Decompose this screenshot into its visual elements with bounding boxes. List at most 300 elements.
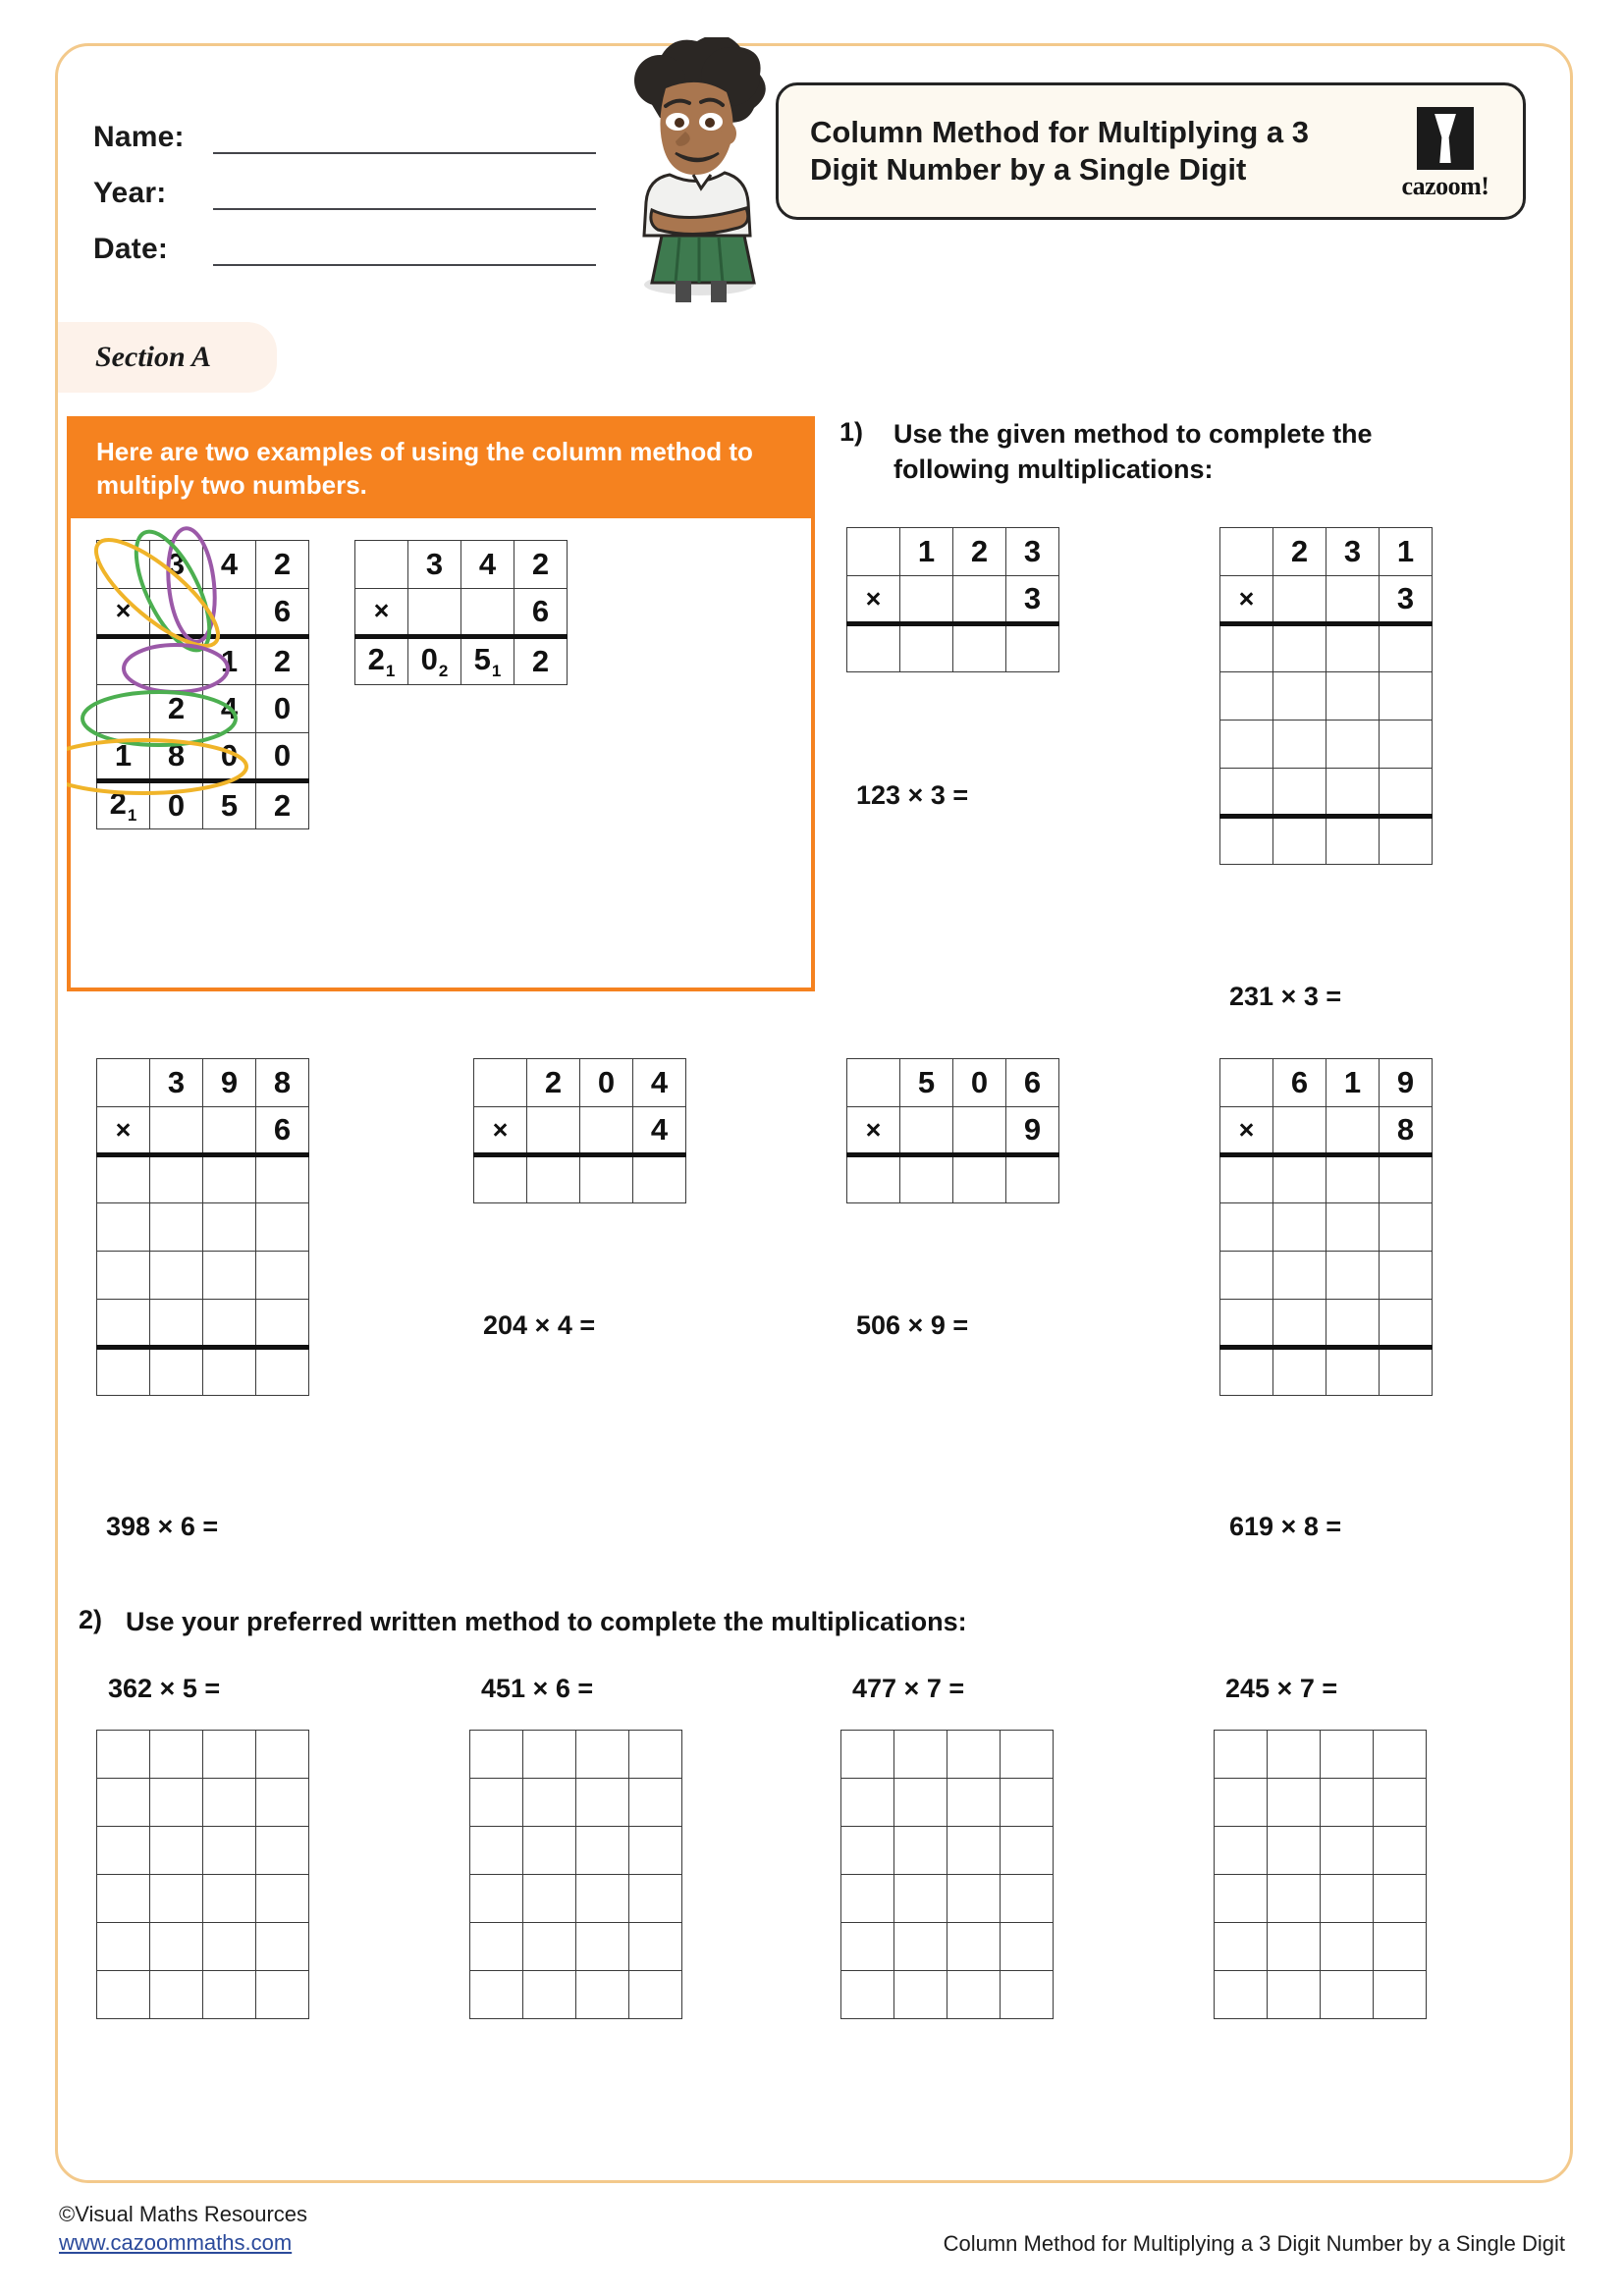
grid-cell-blank[interactable] <box>1273 817 1326 865</box>
q1-grid-5[interactable] <box>846 1058 1059 1203</box>
grid-cell-blank[interactable] <box>150 1203 203 1252</box>
grid-cell-blank[interactable] <box>203 1827 256 1875</box>
grid-cell-blank[interactable] <box>256 1971 309 2019</box>
grid-cell-blank[interactable] <box>203 1971 256 2019</box>
grid-cell-blank[interactable] <box>527 1107 580 1155</box>
grid-cell-blank[interactable] <box>629 1731 682 1779</box>
grid-row <box>1220 528 1433 576</box>
grid-cell-blank[interactable] <box>1220 1252 1273 1300</box>
grid-row <box>1220 1300 1433 1348</box>
grid-cell-blank[interactable] <box>1220 624 1273 672</box>
grid-cell-blank[interactable] <box>1326 769 1380 817</box>
grid-row <box>355 636 568 684</box>
grid-cell-blank[interactable] <box>150 1155 203 1203</box>
grid-cell-blank[interactable] <box>97 1203 150 1252</box>
grid-cell-blank[interactable] <box>150 1875 203 1923</box>
grid-cell-blank[interactable] <box>1273 624 1326 672</box>
grid-cell-blank[interactable] <box>97 1731 150 1779</box>
grid-row <box>1220 576 1433 624</box>
grid-row <box>847 528 1059 576</box>
grid-cell-blank[interactable] <box>1374 1875 1427 1923</box>
grid-cell-blank[interactable] <box>97 1348 150 1396</box>
grid-cell-blank[interactable] <box>150 1779 203 1827</box>
grid-cell-blank[interactable] <box>1220 528 1273 576</box>
grid-cell-filled: 1 <box>1326 1059 1380 1107</box>
grid-cell-blank[interactable] <box>1326 1203 1380 1252</box>
grid-cell-blank[interactable] <box>1220 1155 1273 1203</box>
grid-row <box>474 1107 686 1155</box>
grid-row <box>97 1107 309 1155</box>
grid-cell-blank[interactable] <box>1006 624 1059 672</box>
grid-cell-filled: 9 <box>1380 1059 1433 1107</box>
grid-cell-blank[interactable] <box>97 540 150 588</box>
grid-cell-blank[interactable] <box>203 1252 256 1300</box>
grid-cell-blank[interactable] <box>1268 1827 1321 1875</box>
grid-row <box>97 684 309 732</box>
grid-cell-blank[interactable] <box>1268 1971 1321 2019</box>
grid-cell-filled: 4 <box>633 1059 686 1107</box>
grid-cell-blank[interactable] <box>256 1923 309 1971</box>
grid-row <box>841 1923 1054 1971</box>
grid-cell-filled: $2_1$ <box>355 636 408 684</box>
grid-cell-blank[interactable] <box>1001 1971 1054 2019</box>
grid-cell-blank[interactable] <box>1380 624 1433 672</box>
grid-row <box>470 1731 682 1779</box>
grid-cell-blank[interactable] <box>203 1107 256 1155</box>
q2-grid-1[interactable] <box>96 1730 309 2019</box>
grid-row <box>1220 1203 1433 1252</box>
grid-cell-blank[interactable] <box>523 1875 576 1923</box>
grid-cell-blank[interactable] <box>947 1875 1001 1923</box>
grid-cell-blank[interactable] <box>1001 1875 1054 1923</box>
grid-cell-filled: 1 <box>1380 528 1433 576</box>
grid-cell-blank[interactable] <box>1273 1252 1326 1300</box>
grid-row <box>97 1155 309 1203</box>
grid-cell-blank[interactable] <box>894 1779 947 1827</box>
q2-caption-1: 362 × 5 = <box>108 1674 221 1703</box>
grid-row <box>1215 1971 1427 2019</box>
grid-cell-blank[interactable] <box>1215 1827 1268 1875</box>
q2-caption-3: 477 × 7 = <box>852 1674 965 1703</box>
grid-cell-blank[interactable] <box>1326 624 1380 672</box>
grid-cell-filled: 6 <box>1006 1059 1059 1107</box>
grid-cell-blank[interactable] <box>97 684 150 732</box>
page-title: Column Method for Multiplying a 3 Digit Number by a Single Digit <box>810 115 1310 187</box>
q1-grid-4[interactable] <box>473 1058 686 1203</box>
worked-example-left <box>96 540 309 829</box>
grid-cell-blank[interactable] <box>523 1971 576 2019</box>
q2-grid-2[interactable] <box>469 1730 682 2019</box>
grid-cell-blank[interactable] <box>580 1155 633 1203</box>
grid-cell-blank[interactable] <box>470 1779 523 1827</box>
grid-row <box>1215 1731 1427 1779</box>
grid-cell-blank[interactable] <box>523 1731 576 1779</box>
grid-cell-blank[interactable] <box>355 540 408 588</box>
grid-cell-filled: $0_2$ <box>408 636 461 684</box>
question-1-number: 1) <box>839 417 864 447</box>
grid-cell-filled: 4 <box>461 540 514 588</box>
grid-cell-filled: 2 <box>514 540 568 588</box>
student-mascot-illustration <box>609 37 785 302</box>
grid-cell-blank[interactable] <box>256 1731 309 1779</box>
grid-cell-blank[interactable] <box>1374 1971 1427 2019</box>
question-2-number: 2) <box>79 1605 103 1634</box>
grid-cell-blank[interactable] <box>576 1731 629 1779</box>
grid-cell-blank[interactable] <box>256 1779 309 1827</box>
grid-cell-blank[interactable] <box>1220 1348 1273 1396</box>
grid-cell-blank[interactable] <box>1380 1252 1433 1300</box>
grid-cell-blank[interactable] <box>470 1971 523 2019</box>
grid-row <box>1215 1827 1427 1875</box>
grid-cell-blank[interactable] <box>1380 1203 1433 1252</box>
grid-cell-blank[interactable] <box>97 1875 150 1923</box>
grid-cell-blank[interactable] <box>1273 721 1326 769</box>
grid-cell-blank[interactable] <box>847 528 900 576</box>
grid-cell-filled: 2 <box>514 636 568 684</box>
name-label: Name: <box>93 121 185 153</box>
grid-cell-blank[interactable] <box>953 1155 1006 1203</box>
grid-cell-blank[interactable] <box>947 1923 1001 1971</box>
grid-row <box>470 1923 682 1971</box>
page-footer <box>59 2199 1571 2256</box>
grid-row <box>97 1923 309 1971</box>
grid-cell-blank[interactable] <box>1215 1875 1268 1923</box>
grid-cell-blank[interactable] <box>1268 1875 1321 1923</box>
q1-grid-3[interactable] <box>96 1058 309 1396</box>
grid-cell-blank[interactable] <box>470 1875 523 1923</box>
q2-caption-2: 451 × 6 = <box>481 1674 594 1703</box>
grid-cell-blank[interactable] <box>203 1348 256 1396</box>
grid-cell-filled: × <box>97 1107 150 1155</box>
grid-cell-blank[interactable] <box>470 1923 523 1971</box>
grid-cell-blank[interactable] <box>203 588 256 636</box>
grid-row <box>1220 1252 1433 1300</box>
grid-cell-blank[interactable] <box>203 1300 256 1348</box>
footer-website-link[interactable]: www.cazoommaths.com <box>59 2229 293 2255</box>
grid-cell-blank[interactable] <box>1380 817 1433 865</box>
grid-cell-filled: 2 <box>256 540 309 588</box>
grid-cell-blank[interactable] <box>97 1779 150 1827</box>
grid-cell-blank[interactable] <box>1273 1300 1326 1348</box>
grid-cell-filled: × <box>1220 576 1273 624</box>
grid-cell-blank[interactable] <box>1215 1731 1268 1779</box>
grid-cell-blank[interactable] <box>97 1155 150 1203</box>
grid-cell-blank[interactable] <box>203 1875 256 1923</box>
grid-cell-blank[interactable] <box>203 1731 256 1779</box>
grid-cell-blank[interactable] <box>947 1731 1001 1779</box>
example-grid-annotated <box>96 540 309 829</box>
grid-cell-blank[interactable] <box>256 1203 309 1252</box>
grid-cell-blank[interactable] <box>953 1107 1006 1155</box>
grid-cell-blank[interactable] <box>523 1779 576 1827</box>
grid-cell-blank[interactable] <box>474 1059 527 1107</box>
grid-cell-blank[interactable] <box>150 1827 203 1875</box>
grid-cell-blank[interactable] <box>256 1252 309 1300</box>
grid-cell-blank[interactable] <box>894 1971 947 2019</box>
grid-cell-blank[interactable] <box>97 1827 150 1875</box>
grid-cell-filled: × <box>474 1107 527 1155</box>
grid-row <box>1220 1107 1433 1155</box>
grid-row <box>97 780 309 828</box>
grid-cell-filled: × <box>97 588 150 636</box>
grid-cell-blank[interactable] <box>1380 769 1433 817</box>
grid-cell-blank[interactable] <box>947 1971 1001 2019</box>
grid-cell-blank[interactable] <box>256 1348 309 1396</box>
grid-cell-blank[interactable] <box>150 1300 203 1348</box>
grid-cell-blank[interactable] <box>576 1923 629 1971</box>
grid-cell-blank[interactable] <box>1321 1971 1374 2019</box>
q2-caption-4: 245 × 7 = <box>1225 1674 1338 1703</box>
grid-cell-blank[interactable] <box>1001 1923 1054 1971</box>
grid-row <box>841 1827 1054 1875</box>
grid-cell-blank[interactable] <box>1326 721 1380 769</box>
grid-cell-filled: 2 <box>953 528 1006 576</box>
grid-cell-blank[interactable] <box>1220 1059 1273 1107</box>
grid-cell-blank[interactable] <box>847 624 900 672</box>
grid-cell-filled: $2_1$ <box>97 780 150 828</box>
grid-cell-blank[interactable] <box>1215 1971 1268 2019</box>
grid-cell-blank[interactable] <box>97 1923 150 1971</box>
grid-cell-filled: 1 <box>97 732 150 780</box>
grid-cell-blank[interactable] <box>150 1971 203 2019</box>
grid-cell-blank[interactable] <box>1273 672 1326 721</box>
grid-cell-blank[interactable] <box>629 1971 682 2019</box>
grid-cell-blank[interactable] <box>1380 721 1433 769</box>
grid-cell-blank[interactable] <box>847 1155 900 1203</box>
grid-cell-blank[interactable] <box>256 1875 309 1923</box>
grid-row <box>97 1875 309 1923</box>
grid-cell-blank[interactable] <box>1380 1155 1433 1203</box>
grid-cell-blank[interactable] <box>1273 1155 1326 1203</box>
grid-row <box>97 540 309 588</box>
grid-cell-blank[interactable] <box>629 1827 682 1875</box>
grid-cell-blank[interactable] <box>576 1971 629 2019</box>
grid-cell-filled: × <box>847 576 900 624</box>
name-field-row <box>93 98 604 154</box>
grid-cell-filled: 0 <box>203 732 256 780</box>
grid-cell-filled: 0 <box>150 780 203 828</box>
grid-cell-blank[interactable] <box>203 1203 256 1252</box>
grid-cell-blank[interactable] <box>461 588 514 636</box>
grid-cell-blank[interactable] <box>150 1348 203 1396</box>
grid-cell-blank[interactable] <box>1273 1348 1326 1396</box>
grid-cell-blank[interactable] <box>97 1059 150 1107</box>
grid-cell-blank[interactable] <box>1380 1348 1433 1396</box>
grid-cell-blank[interactable] <box>900 1107 953 1155</box>
year-input-line[interactable] <box>213 177 596 210</box>
grid-cell-blank[interactable] <box>256 1300 309 1348</box>
hourglass-icon <box>1417 107 1474 170</box>
grid-row <box>97 1731 309 1779</box>
grid-cell-blank[interactable] <box>580 1107 633 1155</box>
grid-cell-blank[interactable] <box>1220 817 1273 865</box>
grid-cell-blank[interactable] <box>1380 672 1433 721</box>
grid-cell-blank[interactable] <box>1006 1155 1059 1203</box>
q1-caption-2: 231 × 3 = <box>1229 982 1342 1011</box>
grid-cell-filled: 8 <box>150 732 203 780</box>
grid-cell-blank[interactable] <box>1220 1203 1273 1252</box>
grid-cell-blank[interactable] <box>841 1923 894 1971</box>
grid-row <box>97 636 309 684</box>
grid-cell-blank[interactable] <box>953 576 1006 624</box>
grid-cell-blank[interactable] <box>150 636 203 684</box>
grid-cell-blank[interactable] <box>894 1731 947 1779</box>
grid-cell-blank[interactable] <box>150 1252 203 1300</box>
grid-cell-blank[interactable] <box>150 588 203 636</box>
grid-cell-filled: 2 <box>1273 528 1326 576</box>
grid-cell-blank[interactable] <box>629 1923 682 1971</box>
q2-grid-4[interactable] <box>1214 1730 1427 2019</box>
grid-cell-blank[interactable] <box>150 1731 203 1779</box>
q1-grid-1[interactable] <box>846 527 1059 672</box>
footer-copyright: ©Visual Maths Resources <box>59 2202 308 2226</box>
grid-cell-blank[interactable] <box>203 1923 256 1971</box>
worksheet-title-box <box>776 82 1526 220</box>
grid-cell-blank[interactable] <box>150 1107 203 1155</box>
grid-cell-blank[interactable] <box>1321 1779 1374 1827</box>
grid-cell-filled: 8 <box>1380 1107 1433 1155</box>
grid-row <box>847 1059 1059 1107</box>
grid-cell-filled: 6 <box>1273 1059 1326 1107</box>
grid-cell-blank[interactable] <box>203 1779 256 1827</box>
grid-cell-filled: 0 <box>953 1059 1006 1107</box>
grid-cell-blank[interactable] <box>1326 576 1380 624</box>
q1-caption-5: 506 × 9 = <box>856 1310 969 1340</box>
grid-cell-blank[interactable] <box>256 1155 309 1203</box>
grid-cell-blank[interactable] <box>894 1875 947 1923</box>
grid-cell-filled: 0 <box>256 684 309 732</box>
grid-cell-blank[interactable] <box>1326 1107 1380 1155</box>
grid-cell-filled: $5_1$ <box>461 636 514 684</box>
grid-cell-blank[interactable] <box>841 1731 894 1779</box>
grid-cell-blank[interactable] <box>1220 1300 1273 1348</box>
date-label: Date: <box>93 233 169 265</box>
grid-cell-blank[interactable] <box>1374 1827 1427 1875</box>
grid-cell-filled: 3 <box>150 540 203 588</box>
grid-cell-blank[interactable] <box>953 624 1006 672</box>
grid-cell-blank[interactable] <box>1321 1731 1374 1779</box>
grid-row <box>1215 1923 1427 1971</box>
grid-row <box>847 1155 1059 1203</box>
grid-cell-blank[interactable] <box>841 1971 894 2019</box>
grid-cell-blank[interactable] <box>900 624 953 672</box>
grid-cell-blank[interactable] <box>1268 1779 1321 1827</box>
grid-cell-blank[interactable] <box>1326 817 1380 865</box>
grid-cell-blank[interactable] <box>1215 1923 1268 1971</box>
grid-cell-blank[interactable] <box>576 1875 629 1923</box>
grid-row <box>841 1779 1054 1827</box>
q1-grid-6[interactable] <box>1219 1058 1433 1396</box>
grid-cell-blank[interactable] <box>470 1731 523 1779</box>
q1-grid-2[interactable] <box>1219 527 1433 865</box>
grid-cell-blank[interactable] <box>841 1875 894 1923</box>
grid-cell-blank[interactable] <box>629 1875 682 1923</box>
grid-cell-blank[interactable] <box>894 1827 947 1875</box>
grid-cell-filled: 2 <box>256 780 309 828</box>
date-field-row <box>93 210 604 266</box>
grid-cell-filled: 6 <box>256 1107 309 1155</box>
grid-cell-blank[interactable] <box>1374 1923 1427 1971</box>
grid-cell-blank[interactable] <box>97 1971 150 2019</box>
cazoom-logo <box>1393 107 1497 201</box>
grid-cell-blank[interactable] <box>1220 672 1273 721</box>
grid-cell-blank[interactable] <box>1001 1779 1054 1827</box>
grid-cell-blank[interactable] <box>947 1827 1001 1875</box>
grid-row <box>841 1875 1054 1923</box>
grid-cell-blank[interactable] <box>1326 1300 1380 1348</box>
grid-cell-blank[interactable] <box>150 1923 203 1971</box>
grid-cell-blank[interactable] <box>97 636 150 684</box>
grid-cell-blank[interactable] <box>1273 769 1326 817</box>
grid-cell-blank[interactable] <box>900 576 953 624</box>
grid-cell-blank[interactable] <box>633 1155 686 1203</box>
date-input-line[interactable] <box>213 233 596 266</box>
grid-cell-blank[interactable] <box>1273 1203 1326 1252</box>
grid-cell-blank[interactable] <box>1321 1827 1374 1875</box>
grid-cell-blank[interactable] <box>841 1827 894 1875</box>
question-2-text: Use your preferred written method to complete the multiplications: <box>126 1607 967 1636</box>
grid-cell-filled: 3 <box>1006 576 1059 624</box>
grid-cell-blank[interactable] <box>1326 672 1380 721</box>
grid-cell-blank[interactable] <box>256 1827 309 1875</box>
grid-cell-blank[interactable] <box>847 1059 900 1107</box>
grid-cell-blank[interactable] <box>1215 1779 1268 1827</box>
grid-cell-blank[interactable] <box>523 1827 576 1875</box>
grid-cell-blank[interactable] <box>1273 576 1326 624</box>
grid-cell-blank[interactable] <box>97 1252 150 1300</box>
grid-cell-blank[interactable] <box>527 1155 580 1203</box>
grid-cell-blank[interactable] <box>1374 1779 1427 1827</box>
grid-cell-blank[interactable] <box>629 1779 682 1827</box>
grid-cell-blank[interactable] <box>1268 1731 1321 1779</box>
q2-grid-3[interactable] <box>840 1730 1054 2019</box>
grid-cell-blank[interactable] <box>1326 1348 1380 1396</box>
grid-cell-filled: 0 <box>580 1059 633 1107</box>
grid-row <box>97 1300 309 1348</box>
grid-row <box>97 1059 309 1107</box>
grid-cell-blank[interactable] <box>470 1827 523 1875</box>
grid-cell-blank[interactable] <box>474 1155 527 1203</box>
grid-cell-blank[interactable] <box>1220 721 1273 769</box>
grid-cell-blank[interactable] <box>1321 1923 1374 1971</box>
grid-cell-blank[interactable] <box>408 588 461 636</box>
grid-row <box>97 1348 309 1396</box>
grid-cell-blank[interactable] <box>894 1923 947 1971</box>
grid-cell-blank[interactable] <box>203 1155 256 1203</box>
grid-cell-blank[interactable] <box>900 1155 953 1203</box>
grid-cell-blank[interactable] <box>97 1300 150 1348</box>
grid-cell-blank[interactable] <box>1220 769 1273 817</box>
grid-cell-blank[interactable] <box>1321 1875 1374 1923</box>
grid-cell-blank[interactable] <box>576 1827 629 1875</box>
grid-cell-blank[interactable] <box>841 1779 894 1827</box>
grid-cell-blank[interactable] <box>1326 1155 1380 1203</box>
name-input-line[interactable] <box>213 121 596 154</box>
grid-cell-filled: 6 <box>514 588 568 636</box>
grid-cell-filled: 2 <box>150 684 203 732</box>
grid-cell-blank[interactable] <box>947 1779 1001 1827</box>
grid-cell-blank[interactable] <box>523 1923 576 1971</box>
grid-cell-blank[interactable] <box>1380 1300 1433 1348</box>
grid-cell-blank[interactable] <box>1273 1107 1326 1155</box>
grid-cell-blank[interactable] <box>1268 1923 1321 1971</box>
grid-cell-blank[interactable] <box>1001 1731 1054 1779</box>
grid-cell-blank[interactable] <box>1001 1827 1054 1875</box>
grid-cell-blank[interactable] <box>1374 1731 1427 1779</box>
grid-cell-blank[interactable] <box>1326 1252 1380 1300</box>
grid-cell-filled: 8 <box>256 1059 309 1107</box>
grid-cell-blank[interactable] <box>576 1779 629 1827</box>
